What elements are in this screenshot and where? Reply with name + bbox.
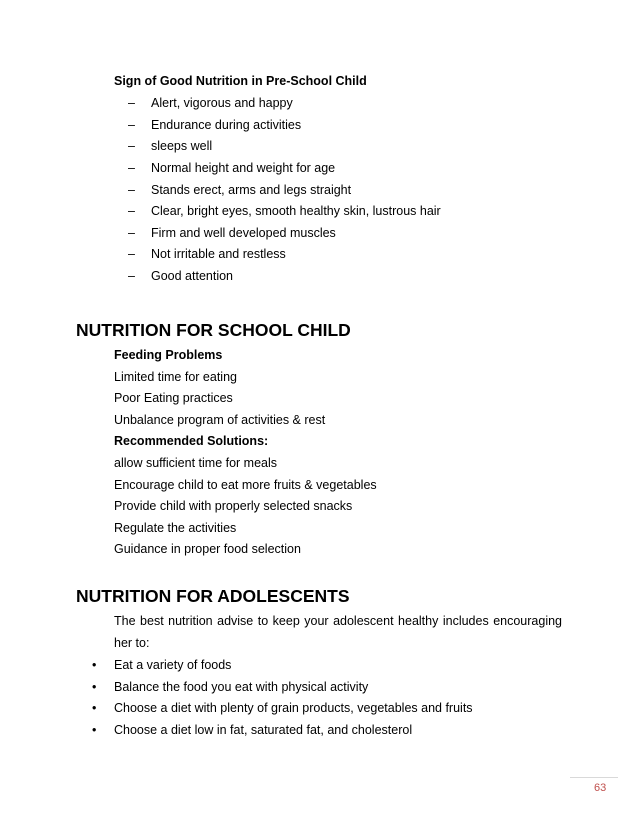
adolescents-intro-line: The best nutrition advise to keep your adolescent healthy includes encouraging [114,614,562,628]
preschool-item: Good attention [151,269,234,283]
dash-marker: – [128,96,135,110]
dash-marker: – [128,183,135,197]
dash-marker: – [128,161,135,175]
dash-marker: – [128,247,135,261]
preschool-item: Normal height and weight for age [151,161,336,175]
dash-marker: – [128,139,135,153]
solution-item: Guidance in proper food selection [114,542,301,556]
feeding-problem-item: Poor Eating practices [114,391,233,405]
page-number: 63 [594,782,607,794]
adolescents-bullet-item: Choose a diet with plenty of grain products, vegetables and fruits [114,701,473,715]
adolescents-bullet-item: Choose a diet low in fat, saturated fat, and cholesterol [114,723,413,737]
dash-marker: – [128,118,135,132]
adolescents-bullet-item: Eat a variety of foods [114,658,232,672]
preschool-item: Firm and well developed muscles [151,226,336,240]
solution-item: Provide child with properly selected snacks [114,499,353,513]
solution-item: allow sufficient time for meals [114,456,278,470]
dash-marker: – [128,226,135,240]
adolescents-heading: NUTRITION FOR ADOLESCENTS [76,586,350,606]
preschool-item: Alert, vigorous and happy [151,96,293,110]
preschool-item: Not irritable and restless [151,247,286,261]
dash-marker: – [128,204,135,218]
preschool-item: Clear, bright eyes, smooth healthy skin, lustrous hair [151,204,441,218]
dash-marker: – [128,269,135,283]
school-child-heading: NUTRITION FOR SCHOOL CHILD [76,320,351,340]
adolescents-intro-line: her to: [114,636,150,650]
solution-item: Regulate the activities [114,521,237,535]
adolescents-bullet-item: Balance the food you eat with physical activity [114,680,369,694]
preschool-item: sleeps well [151,139,213,153]
solution-item: Encourage child to eat more fruits & vegetables [114,478,377,492]
recommended-solutions-title: Recommended Solutions: [114,434,269,448]
feeding-problem-item: Limited time for eating [114,370,237,384]
feeding-problems-title: Feeding Problems [114,348,223,362]
preschool-item: Endurance during activities [151,118,302,132]
footer-rule [570,777,618,778]
bullet-marker: • [92,658,97,672]
feeding-problem-item: Unbalance program of activities & rest [114,413,326,427]
preschool-title: Sign of Good Nutrition in Pre-School Child [114,74,367,88]
bullet-marker: • [92,701,97,715]
preschool-item: Stands erect, arms and legs straight [151,183,352,197]
bullet-marker: • [92,680,97,694]
bullet-marker: • [92,723,97,737]
